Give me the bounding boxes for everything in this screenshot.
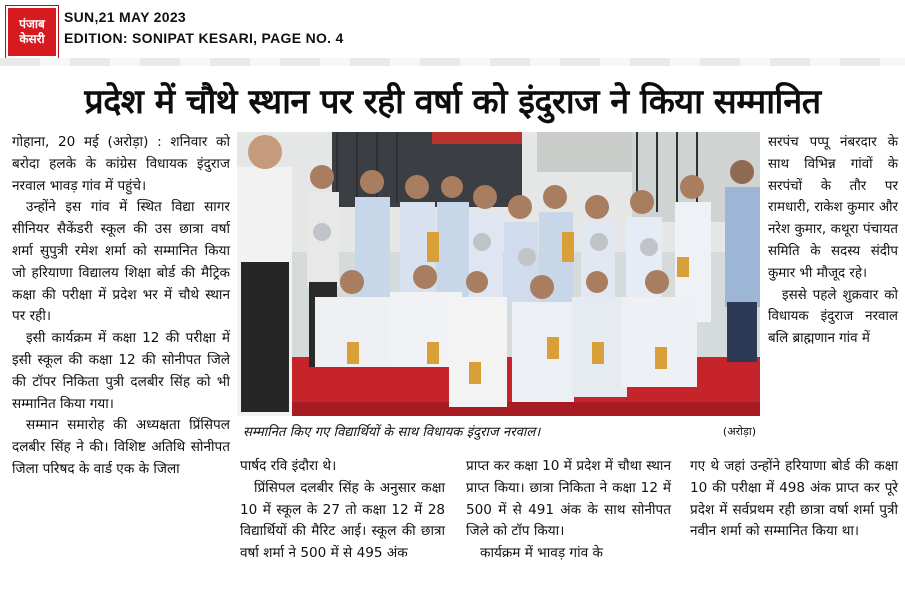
paragraph: कार्यक्रम में भावड़ गांव के: [480, 545, 603, 562]
headline: प्रदेश में चौथे स्थान पर रही वर्षा को इंदुराज ने किया सम्मानित: [84, 82, 821, 122]
masthead: [0, 0, 905, 60]
paragraph: गए थे जहां उन्होंने हरियाणा बोर्ड की कक्षा 10 की परीक्षा में 498 अंक प्राप्त कर पूरे प्रदेश में सर्वप्रथम रही छात्रा वर्षा शर्मा पुत्री नवीन शर्मा को सम्मानित किया था।: [690, 458, 898, 540]
article-column-bottom-3: [690, 456, 898, 543]
paragraph: प्रिंसिपल दलबीर सिंह के अनुसार कक्षा 10 में स्कूल के 27 तो कक्षा 12 में 28 विद्यार्थियों की मैरिट आई। स्कूल की छात्रा वर्षा शर्मा ने 500 में से 495 अंक: [240, 479, 445, 562]
paragraph: उन्होंने इस गांव में स्थित विद्या सागर सीनियर सैकेंडरी स्कूल की उस छात्रा वर्षा शर्मा सुपुत्री रमेश शर्मा को सम्मानित किया जो हरियाणा विद्यालय शिक्षा बोर्ड की मैट्रिक कक्षा की परीक्षा में प्रदेश भर में चौथे स्थान पर रही।: [12, 199, 230, 325]
article-column-bottom-1: [240, 456, 445, 565]
logo-line-1: पंजाब: [19, 17, 45, 31]
news-photo: [237, 132, 760, 416]
photo-caption-row: [237, 420, 760, 446]
photo-caption: सम्मानित किए गए विद्यार्थियों के साथ विधायक इंदुराज नरवाल।: [243, 425, 541, 440]
logo-line-2: केसरी: [19, 32, 45, 46]
clipping-edge: [0, 58, 905, 66]
edition-info: EDITION: SONIPAT KESARI, PAGE NO. 4: [64, 30, 344, 46]
paragraph: सम्मान समारोह की अध्यक्षता प्रिंसिपल दलबीर सिंह ने की। विशिष्ट अतिथि सोनीपत जिला परिषद के वार्ड एक के जिला: [12, 417, 230, 477]
paragraph: प्राप्त कर कक्षा 10 में प्रदेश में चौथा स्थान प्राप्त किया। छात्रा निकिता ने कक्षा 12 में 500 में से 491 अंक के साथ सोनीपत जिले को टॉप किया।: [466, 458, 671, 540]
group-photo-illustration: [237, 132, 760, 416]
article-column-right: [768, 132, 898, 350]
paragraph: गोहाना, 20 मई (अरोड़ा) : शनिवार को बरोदा हलके के कांग्रेस विधायक इंदुराज नरवाल भावड़ गांव में पहुंचे।: [12, 134, 230, 194]
photo-credit: (अरोड़ा): [722, 425, 756, 438]
paragraph: इससे पहले शुक्रवार को विधायक इंदुराज नरवाल बलि ब्राह्मणान गांव में: [768, 287, 898, 347]
paragraph: इसी कार्यक्रम में कक्षा 12 की परीक्षा में इसी स्कूल की कक्षा 12 की सोनीपत जिले की टॉपर निकिता पुत्री दलबीर सिंह को भी सम्मानित किया गया।: [12, 330, 230, 412]
publication-date: SUN,21 MAY 2023: [64, 9, 187, 25]
article-column-left: [12, 132, 230, 481]
paragraph: सरपंच पप्पू नंबरदार के साथ विभिन्न गांवों के सरपंचों के तौर पर रामधारी, राकेश कुमार और नरेश कुमार, कथूरा पंचायत समिति के सदस्य संदीप कुमार भी मौजूद रहे।: [768, 135, 898, 281]
paragraph: पार्षद रवि इंदौरा थे।: [240, 458, 337, 474]
article-column-bottom-2: [466, 456, 671, 565]
punjab-kesari-logo: [6, 6, 58, 58]
